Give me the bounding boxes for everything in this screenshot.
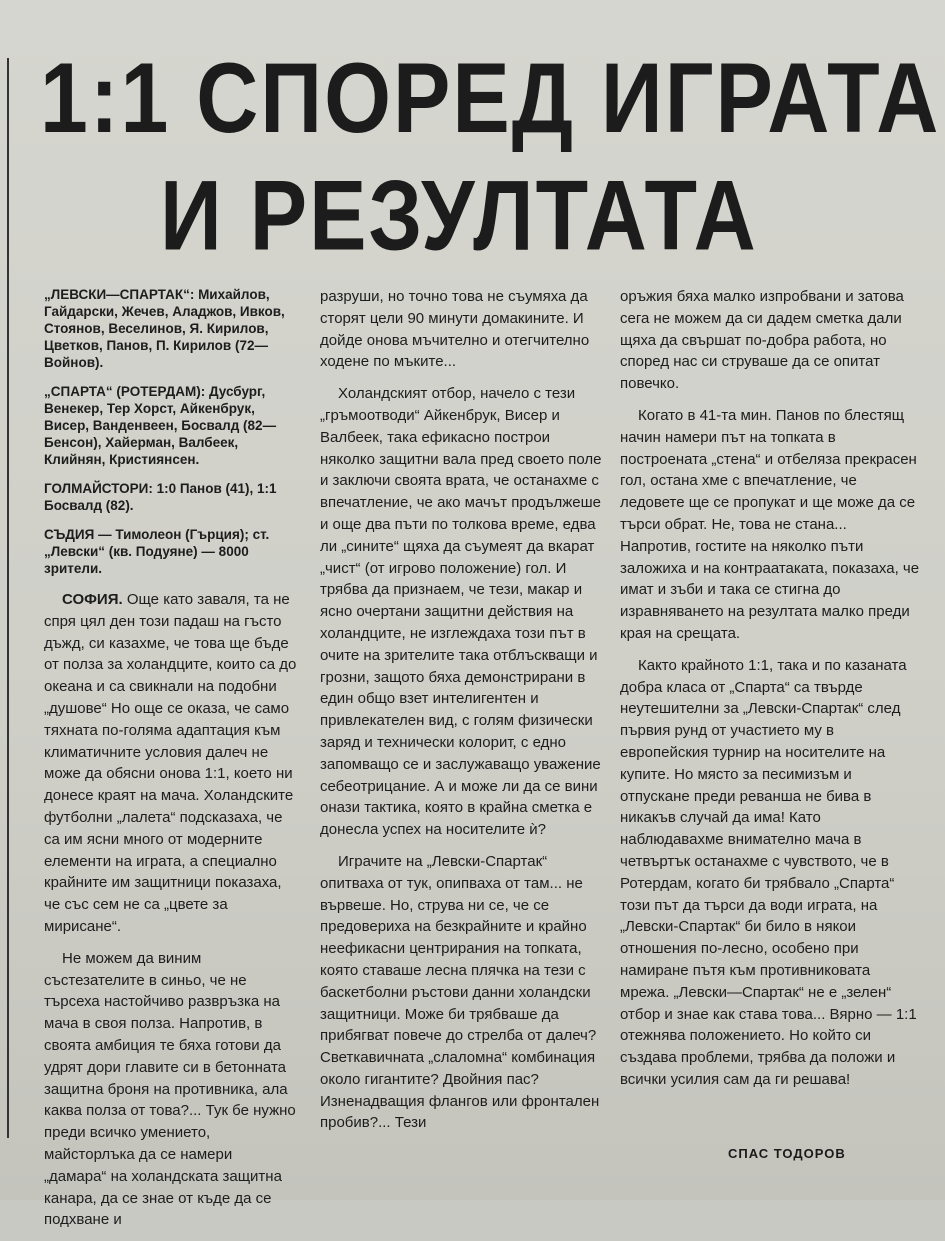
- paragraph: Когато в 41-та мин. Панов по блестящ начин намери път на топката в построената „стена“ и отбеляза прекрасен гол, остана хме с впечатление, че ледовете ще се пропукат и ще може да се търси обрат. Не, това не стана... Напротив, гостите на няколко пъти заложиха и на контраатаката, показаха, че имат и зъби и така се стигна до изравняването на резултата малко преди края на срещата.: [620, 406, 920, 642]
- scorers: ГОЛМАЙСТОРИ: 1:0 Панов (41), 1:1 Босвалд (82).: [44, 481, 277, 513]
- author-signature: СПАС ТОДОРОВ: [728, 1146, 846, 1161]
- headline: [40, 40, 941, 275]
- lineup-levski: „ЛЕВСКИ—СПАРТАК“: Михайлов, Гайдарски, Жечев, Аладжов, Ивков, Стоянов, Веселинов, Я. Кирилов, Цветков, Панов, П. Кирилов (72—Войнов).: [44, 287, 285, 370]
- paragraph-text: Още като заваля, та не спря цял ден този падаш на гъсто дъжд, си казахме, че това ще бъде от полза за холандците, които са до океана и са свикнали на подобни „душове“ Но още се оказа, че само тяхната по-голяма адаптация към климатичните условия далеч не може да обясни онова 1:1, което ни донесе краят на мача. Холандските футболни „лалета“ подсказаха, че са им ясни много от модерните елементи на играта, а специално крайните им защитници показаха, че със сем не са „цвете за мирисане“.: [44, 591, 297, 935]
- lineup-sparta: „СПАРТА“ (РОТЕРДАМ): Дусбург, Венекер, Тер Хорст, Айкенбрук, Висер, Ванденвеен, Босвалд (82—Бенсон), Хайерман, Валбеек, Клийнян, Кристиянсен.: [44, 384, 277, 467]
- paragraph: [44, 589, 298, 938]
- paragraph: оръжия бяха малко изпробвани и затова сега не можем да си дадем сметка дали щяха да свършат по-добра работа, но според нас си струваше да се опитат повечко.: [620, 288, 904, 393]
- referee: СЪДИЯ — Тимолеон (Гърция); ст. „Левски“ (кв. Подуяне) — 8000 зрители.: [44, 527, 270, 576]
- paragraph: разруши, но точно това не съумяха да сторят цели 90 минути домакините. И дойде онова мъчително и отегчително ходене по мъките...: [320, 288, 590, 371]
- dateline: СОФИЯ.: [62, 591, 123, 608]
- column-2: [320, 286, 603, 1144]
- paragraph: Играчите на „Левски-Спартак“ опитваха от тук, опипваха от там... не вървеше. Но, струва ни се, че се предовериха на безкрайните и крайно неефикасни центрирания на топката, която ставаше лесна плячка на тези с баскетболни ръстови данни холандски защитници. Може би трябваше да прибягват повече до стрелба от далеч? Светкавичната „слаломна“ комбинация около гигантите? Двойния пас? Изненадващия флангов или фронтален пробив?... Тези: [320, 852, 600, 1132]
- paragraph: Холандският отбор, начело с тези „гръмоотводи“ Айкенбрук, Висер и Валбеек, така ефикасно построи няколко защитни вала пред своето поле и заключи своята врата, че останахме с впечатление, че ако мачът продължеше и още два пъти по толкова време, едва ли „сините“ щяха да съумеят да вкарат „чист“ (от игрово положение) гол. И трябва да признаем, че тези, макар и ясно очертани защитни действия на холандците, не изглеждаха този път в очите на зрителите така отблъскващи и грозни, защото бяха демонстрирани в един общо взет интелигентен и привлекателен вид, с голям физически заряд и технически колорит, с едно запомващо се и заслужаващо уважение себеотрицание. А и може ли да се вини онази тактика, която в крайна сметка е донесла успех на носителите ѝ?: [320, 385, 602, 839]
- paragraph: Както крайното 1:1, така и по казаната добра класа от „Спарта“ са твърде неутешителни за „Левски-Спартак“ след първия рунд от участието му в европейския турнир на носителите на купите. Но място за песимизъм и отпускане преди реванша не бива в никакъв случай да има! Като наблюдавахме внимателно мача в четвъртък останахме с чувството, че в Ротердам, когато би трябвало „Спарта“ този път да търси да води играта, на „Левски-Спартак“ би било в някои отношения по-лесно, особено при намиране пътя към противниковата мрежа. „Левски—Спартак“ не е „зелен“ отбор и знае как става това... Вярно — 1:1 отежнява положението. Но който си създава проблеми, трябва да положи и всички усилия сам да ги решава!: [620, 656, 917, 1088]
- headline-line-2: И РЕЗУЛТАТА: [160, 160, 758, 272]
- paragraph: Не можем да виним състезателите в синьо, че не търсеха настойчиво развръзка на мача в своя полза. Напротив, в своята амбиция те бяха готови да удрят дори главите си в бетонната защитна броня на противника, ала каква полза от това?... Тук бе нужно преди всичко умението, майсторлъка да се намери „дамара“ на холандската защитна канара, да се знае от къде да се подхване и: [44, 949, 296, 1229]
- column-1: [44, 286, 298, 1241]
- left-border-rule: [7, 58, 9, 1138]
- lineups-block: [44, 286, 298, 577]
- column-3: [620, 286, 920, 1101]
- headline-line-1: 1:1 СПОРЕД ИГРАТА: [40, 43, 941, 154]
